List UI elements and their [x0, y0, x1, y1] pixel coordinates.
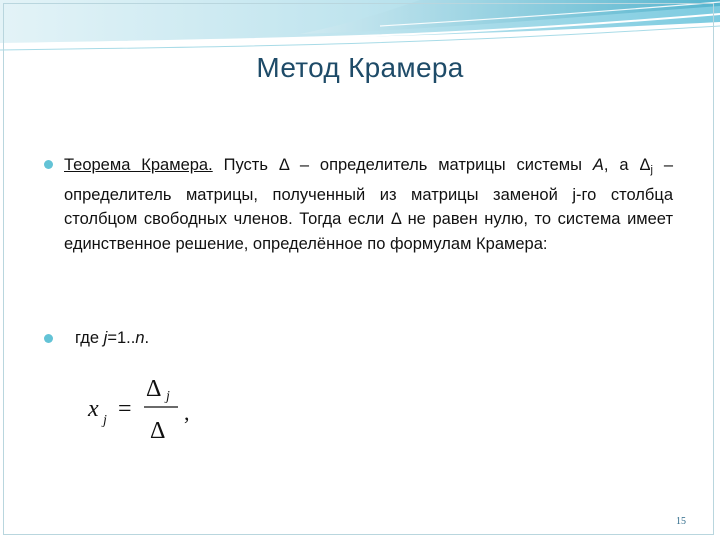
bullet-icon [44, 334, 53, 343]
index-suffix: . [144, 329, 150, 347]
index-middle: =1.. [107, 329, 136, 347]
theorem-paragraph [64, 153, 673, 256]
index-j: j [103, 329, 108, 347]
index-prefix: где [75, 329, 104, 347]
formula-x-subscript: j [103, 413, 107, 428]
index-range-line [75, 329, 149, 348]
bullet-icon [44, 160, 53, 169]
page-number: 15 [676, 516, 686, 527]
cramer-formula [86, 374, 206, 444]
formula-denominator: Δ [150, 418, 166, 444]
formula-numerator: Δ [146, 376, 162, 402]
delta-subscript: j [650, 164, 653, 176]
formula-numerator-subscript: j [166, 389, 170, 404]
index-n: n [135, 329, 145, 347]
matrix-name: А [592, 156, 604, 174]
theorem-text-b: , а Δ [603, 156, 651, 174]
formula-equals: = [118, 396, 132, 422]
slide-title: Метод Крамера [256, 52, 464, 83]
theorem-text-c: – определитель матрицы, полученный из матрицы заменой j-го столбца столбцом свободных членов. Тогда если Δ не равен нулю, то система имеет единственное решение, определённое по формулам Крамера: [64, 156, 674, 253]
theorem-label: Теорема Крамера. [64, 156, 213, 174]
theorem-text-a: Пусть Δ – определитель матрицы системы [212, 156, 593, 174]
formula-comma: , [184, 400, 190, 425]
formula-x: x [88, 396, 99, 422]
